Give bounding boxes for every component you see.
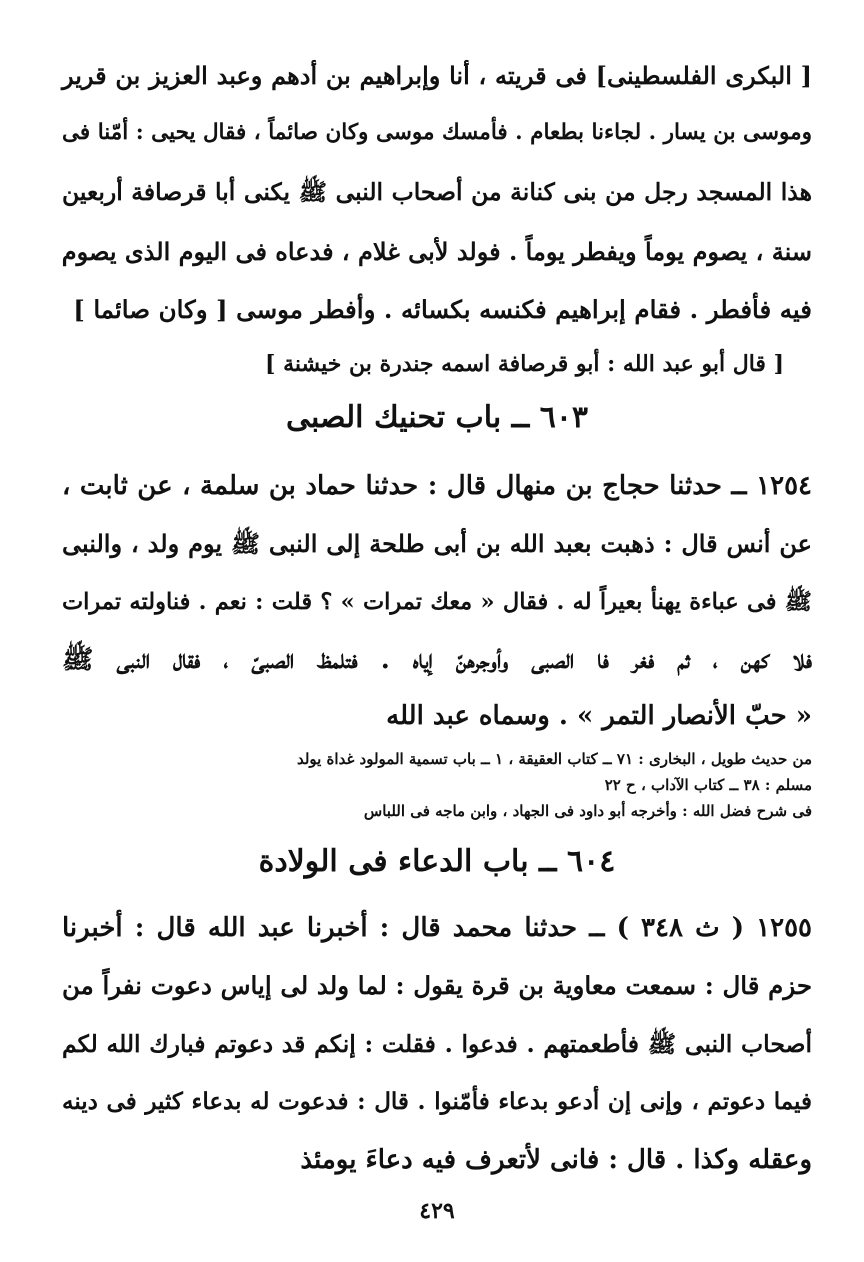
hadith-1254-line: « حبّ الأنصار التمر » . وسماه عبد الله [386, 701, 812, 731]
text-line: سنة ، يصوم يوماً ويفطر يوماً . فولد لأبى غلام ، فدعاه فى اليوم الذى يصوم [61, 237, 812, 266]
book-page [62, 48, 812, 1238]
footnote-line: مسلم : ٣٨ ــ كتاب الآداب ، ح ٢٢ [604, 776, 812, 794]
chapter-heading-603: ٦٠٣ ــ باب تحنيك الصبى [285, 400, 589, 435]
text-line: [ البكرى الفلسطينى] فى قريته ، أنا وإبراهيم بن أدهم وعبد العزيز بن قرير [62, 61, 812, 90]
hadith-1254-line: عن أنس قال : ذهبت بعبد الله بن أبى طلحة إلى النبى ﷺ يوم ولد ، والنبى [62, 529, 812, 558]
page-number: ٤٢٩ [419, 1198, 455, 1224]
text-line: وموسى بن يسار . لجاءنا بطعام . فأمسك موسى وكان صائماً ، فقال يحيى : أمّنا فى [62, 120, 812, 145]
hadith-1254-line: ١٢٥٤ ــ حدثنا حجاج بن منهال قال : حدثنا حماد بن سلمة ، عن ثابت ، [62, 471, 812, 501]
footnote-line: فى شرح فضل الله : وأخرجه أبو داود فى الجهاد ، وابن ماجه فى اللباس [363, 802, 812, 820]
text-line: هذا المسجد رجل من بنى كنانة من أصحاب النبى ﷺ يكنى أبا قرصافة أربعين [62, 178, 812, 206]
footnote-line: من حديث طويل ، البخارى : ٧١ ــ كتاب العقيقة ، ١ ــ باب تسمية المولود غداة يولد [296, 750, 812, 768]
hadith-1255-line: ١٢٥٥ ( ث ٣٤٨ ) ــ حدثنا محمد قال : أخبرنا عبد الله قال : أخبرنا [62, 913, 813, 943]
chapter-heading-604: ٦٠٤ ــ باب الدعاء فى الولادة [258, 844, 616, 879]
text-line: فيه فأفطر . فقام إبراهيم فكنسه بكسائه . وأفطر موسى [ وكان صائما ] [73, 295, 812, 324]
hadith-1255-line: أصحاب النبى ﷺ فأطعمتهم . فدعوا . فقلت : إنكم قد دعوتم فبارك الله لكم [62, 1030, 812, 1058]
hadith-1255-line: فيما دعوتم ، وإنى إن أدعو بدعاء فأمّنوا . قال : فدعوت له بدعاء كثير فى دينه [62, 1088, 812, 1115]
hadith-1255-line: حزم قال : سمعت معاوية بن قرة يقول : لما ولد لى إياس دعوت نفراً من [62, 971, 812, 1000]
hadith-1254-line: فلا كهن ، ثم فغر فا الصبى وأوجرهنّ إياه . فتلمظ الصبىّ ، فقال النبى ﷺ [62, 645, 812, 675]
hadith-1255-line: وعقله وكذا . قال : فانى لأتعرف فيه دعاءَ يومئذ [300, 1145, 812, 1175]
bracket-note: [ قال أبو عبد الله : أبو قرصافة اسمه جندرة بن خيشنة ] [265, 351, 784, 377]
hadith-1254-line: ﷺ فى عباءة يهنأ بعيراً له . فقال « معك تمرات » ؟ قلت : نعم . فناولته تمرات [62, 589, 812, 615]
